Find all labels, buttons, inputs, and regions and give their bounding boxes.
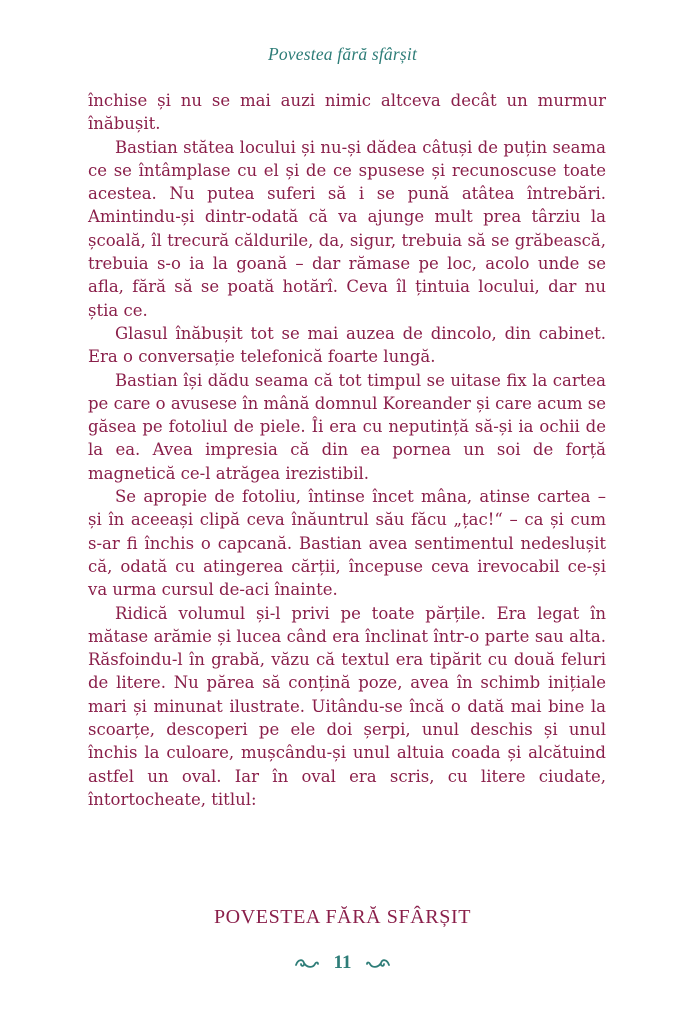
book-title: POVESTEA FĂRĂ SFÂRȘIT xyxy=(213,906,472,928)
paragraph: Ridică volumul și-l privi pe toate părțile. Era legat în mătase arămie și lucea când era înclinat într-o parte sau alta. Răsfoindu-l în grabă, văzu că textul era tipărit cu două feluri de litere. Nu părea să conțină poze, avea în schimb inițiale mari și minunat ilustrate. Uitându-se încă o dată mai bine la scoarțe, descoperi pe ele doi șerpi, unul deschis și unul închis la culoare, mușcându-și unul altuia coada și alcătuind astfel un oval. Iar în oval era scris, cu litere ciudate, întortocheate, titlul: xyxy=(88,603,606,809)
paragraph: Bastian își dădu seama că tot timpul se uitase fix la cartea pe care o avusese în mână domnul Koreander și care acum se găsea pe fotoliul de piele. Îi era cu neputință să-și ia ochii de la ea. Avea impresia că din ea pornea un soi de forță magnetică ce-l atrăgea irezistibil. xyxy=(88,370,606,483)
paragraph: Glasul înăbușit tot se mai auzea de dincolo, din cabinet. Era o conversație telefonică foarte lungă. xyxy=(88,323,606,367)
paragraph: Se apropie de fotoliu, întinse încet mâna, atinse cartea – și în aceeași clipă ceva înăuntrul său făcu „țac!“ – ca și cum s-ar fi închis o capcană. Bastian avea sentimentul nedeslușit că, odată cu atingerea cărții, începuse ceva irevocabil ce-și va urma cursul de-aci înainte. xyxy=(88,487,606,600)
paragraph: Bastian stătea locului și nu-și dădea câtuși de puțin seama ce se întâmplase cu el și de ce spusese și recunoscuse toate acestea. Nu putea suferi să i se pună atâtea întrebări. Amintindu-și dintr-odată că va ajunge mult prea târziu la școală, îl trecură căldurile, da, sigur, trebuia să se grăbească, trebuia s-o ia la goană – dar rămase pe loc, acolo unde se afla, fără să se poată hotărî. Ceva îl țintuia locului, dar nu știa ce. xyxy=(88,137,606,320)
swirl-ornament-icon xyxy=(365,956,391,970)
swirl-ornament-icon xyxy=(294,956,320,970)
page-number: 11 xyxy=(333,952,352,973)
body-text xyxy=(88,89,606,811)
running-header: Povestea fără sfârșit xyxy=(267,44,418,64)
page-footer xyxy=(0,952,685,974)
paragraph: închise și nu se mai auzi nimic altceva decât un murmur înăbușit. xyxy=(88,91,606,134)
